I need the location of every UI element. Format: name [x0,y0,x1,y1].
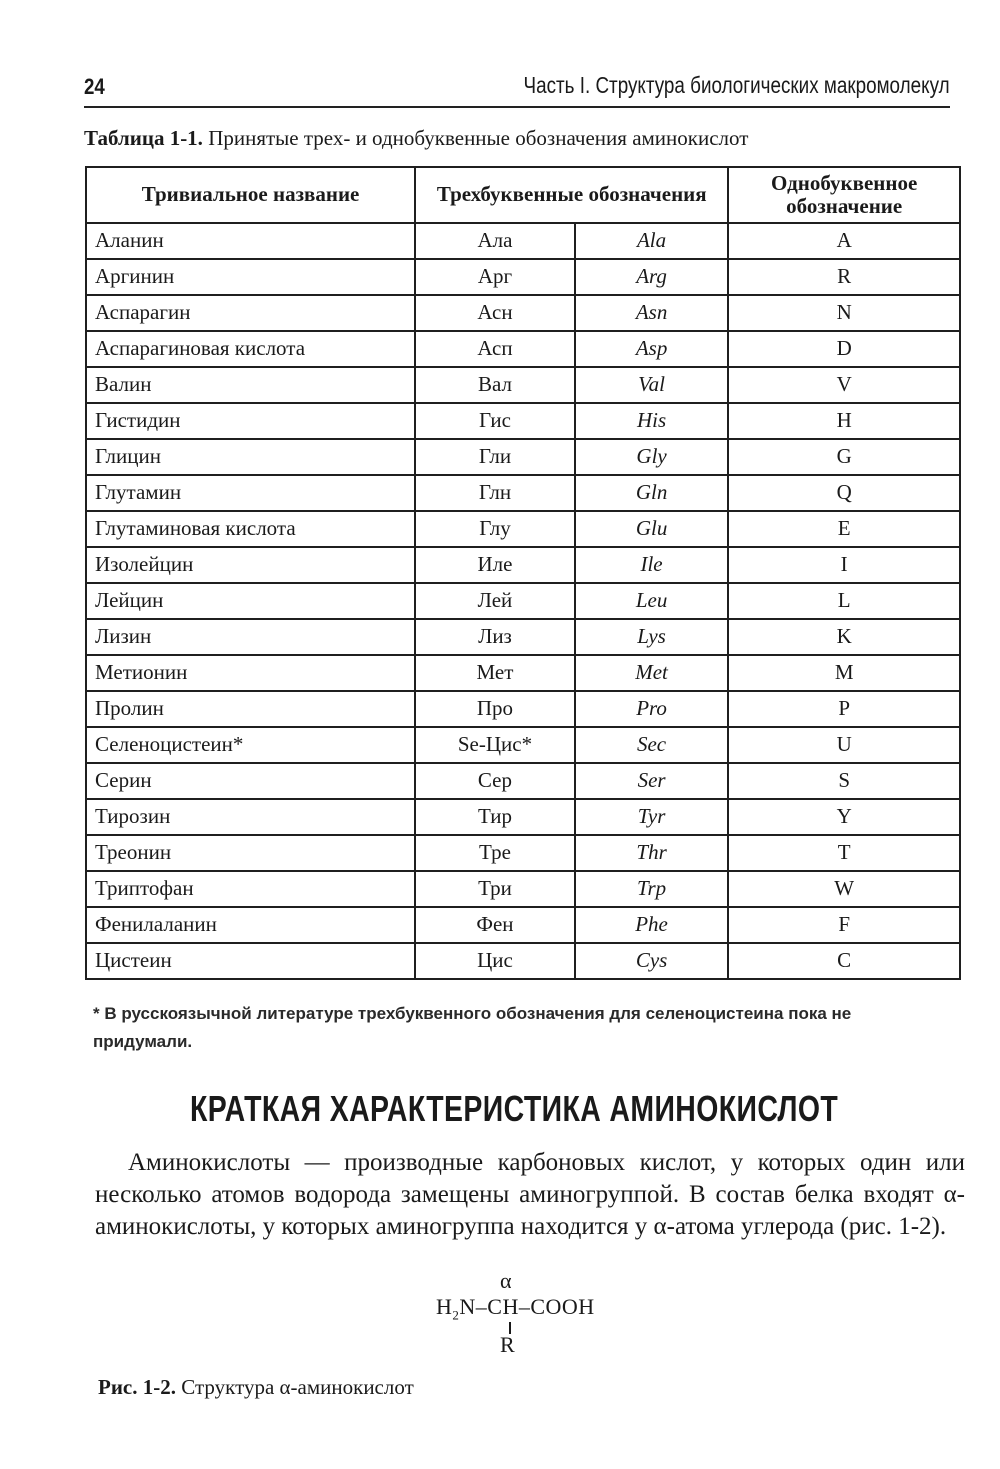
cell-rus: Лиз [415,619,575,655]
cell-one-letter: N [728,295,960,331]
cell-one-letter: Y [728,799,960,835]
cell-one-letter: P [728,691,960,727]
cell-name: Лейцин [86,583,415,619]
cell-rus: Гли [415,439,575,475]
cell-rus: Про [415,691,575,727]
cell-one-letter: L [728,583,960,619]
table-row [86,943,960,979]
table-row [86,511,960,547]
cell-rus: Арг [415,259,575,295]
cell-name: Тирозин [86,799,415,835]
cell-lat: Phe [575,907,729,943]
cell-lat: Lys [575,619,729,655]
cell-rus: Цис [415,943,575,979]
cell-rus: Глн [415,475,575,511]
cell-rus: Вал [415,367,575,403]
table-row [86,223,960,259]
cell-name: Аспарагиновая кислота [86,331,415,367]
body-paragraph: Аминокислоты — производные карбоновых кислот, у которых один или несколько атомов водорода замещены аминогруппой. В состав белка входят α-аминокислоты, у которых аминогруппа находится у α-атома углерода (рис. 1-2). [95,1149,965,1240]
cell-name: Гистидин [86,403,415,439]
cell-lat: Leu [575,583,729,619]
table-row [86,655,960,691]
formula-alpha-label: α [500,1268,512,1293]
figure-caption-label: Рис. 1-2. [98,1375,176,1399]
formula-main-line [436,1294,595,1323]
cell-lat: Gly [575,439,729,475]
header-one-letter: Однобуквенное обозначение [728,167,960,223]
cell-rus: Глу [415,511,575,547]
cell-rus: Асн [415,295,575,331]
cell-rus: Se-Цис* [415,727,575,763]
header-trivial-name: Тривиальное название [86,167,415,223]
cell-one-letter: W [728,871,960,907]
table-footnote: * В русскоязычной литературе трехбуквенного обозначения для селеноцистеина пока не придумали. [93,1004,852,1051]
cell-lat: Thr [575,835,729,871]
cell-one-letter: F [728,907,960,943]
running-head: Часть I. Структура биологических макромолекул [523,72,950,98]
cell-rus: Иле [415,547,575,583]
cell-lat: Sec [575,727,729,763]
cell-lat: Gln [575,475,729,511]
table-caption-text: Принятые трех- и однобуквенные обозначения аминокислот [208,126,749,150]
cell-name: Триптофан [86,871,415,907]
cell-lat: Cys [575,943,729,979]
cell-rus: Ала [415,223,575,259]
cell-one-letter: Q [728,475,960,511]
cell-rus: Три [415,871,575,907]
cell-rus: Асп [415,331,575,367]
cell-name: Лизин [86,619,415,655]
formula-h: H [436,1294,453,1319]
cell-lat: Trp [575,871,729,907]
cell-name: Аланин [86,223,415,259]
table-row [86,799,960,835]
cell-lat: Asp [575,331,729,367]
cell-name: Пролин [86,691,415,727]
header-three-letter: Трехбуквенные обозначения [415,167,728,223]
cell-one-letter: A [728,223,960,259]
cell-name: Аспарагин [86,295,415,331]
cell-name: Треонин [86,835,415,871]
cell-one-letter: U [728,727,960,763]
table-row [86,583,960,619]
cell-lat: His [575,403,729,439]
formula-r-group: R [500,1332,515,1357]
cell-lat: Ile [575,547,729,583]
cell-name: Глицин [86,439,415,475]
table-row [86,871,960,907]
cell-lat: Arg [575,259,729,295]
figure-caption-text: Структура α-аминокислот [181,1375,414,1399]
cell-one-letter: C [728,943,960,979]
table-row [86,439,960,475]
table-row [86,403,960,439]
cell-rus: Гис [415,403,575,439]
cell-one-letter: V [728,367,960,403]
page-header [84,70,950,108]
cell-one-letter: M [728,655,960,691]
cell-lat: Asn [575,295,729,331]
body-paragraph-container [95,1147,965,1243]
table-row [86,259,960,295]
cell-name: Серин [86,763,415,799]
cell-lat: Glu [575,511,729,547]
table-row [86,691,960,727]
table-row [86,907,960,943]
cell-rus: Сер [415,763,575,799]
cell-name: Метионин [86,655,415,691]
table-row [86,547,960,583]
formula-subscript: 2 [452,1307,460,1323]
table-row [86,295,960,331]
cell-lat: Val [575,367,729,403]
table-row [86,835,960,871]
cell-rus: Фен [415,907,575,943]
cell-name: Изолейцин [86,547,415,583]
table-row [86,331,960,367]
amino-acid-table [85,166,961,980]
formula-chain: N–CH–COOH [459,1294,595,1319]
cell-rus: Лей [415,583,575,619]
cell-rus: Тре [415,835,575,871]
cell-one-letter: H [728,403,960,439]
cell-lat: Ala [575,223,729,259]
table-header-row [86,167,960,223]
cell-name: Аргинин [86,259,415,295]
table-row [86,727,960,763]
table-row [86,619,960,655]
cell-name: Фенилаланин [86,907,415,943]
cell-one-letter: D [728,331,960,367]
cell-lat: Pro [575,691,729,727]
cell-name: Селеноцистеин* [86,727,415,763]
table-row [86,763,960,799]
page-number: 24 [84,74,105,99]
cell-rus: Мет [415,655,575,691]
table-caption [84,126,748,151]
table-row [86,475,960,511]
figure-caption [98,1375,414,1400]
cell-one-letter: T [728,835,960,871]
cell-one-letter: G [728,439,960,475]
table-body [86,223,960,979]
cell-one-letter: S [728,763,960,799]
cell-one-letter: R [728,259,960,295]
cell-one-letter: E [728,511,960,547]
cell-one-letter: I [728,547,960,583]
section-title: КРАТКАЯ ХАРАКТЕРИСТИКА АМИНОКИСЛОТ [190,1088,839,1129]
cell-lat: Tyr [575,799,729,835]
cell-lat: Ser [575,763,729,799]
cell-name: Валин [86,367,415,403]
cell-name: Цистеин [86,943,415,979]
cell-one-letter: K [728,619,960,655]
alpha-amino-acid-formula [432,1268,652,1358]
table-caption-label: Таблица 1-1. [84,126,203,150]
cell-name: Глутамин [86,475,415,511]
cell-name: Глутаминовая кислота [86,511,415,547]
cell-rus: Тир [415,799,575,835]
table-row [86,367,960,403]
cell-lat: Met [575,655,729,691]
